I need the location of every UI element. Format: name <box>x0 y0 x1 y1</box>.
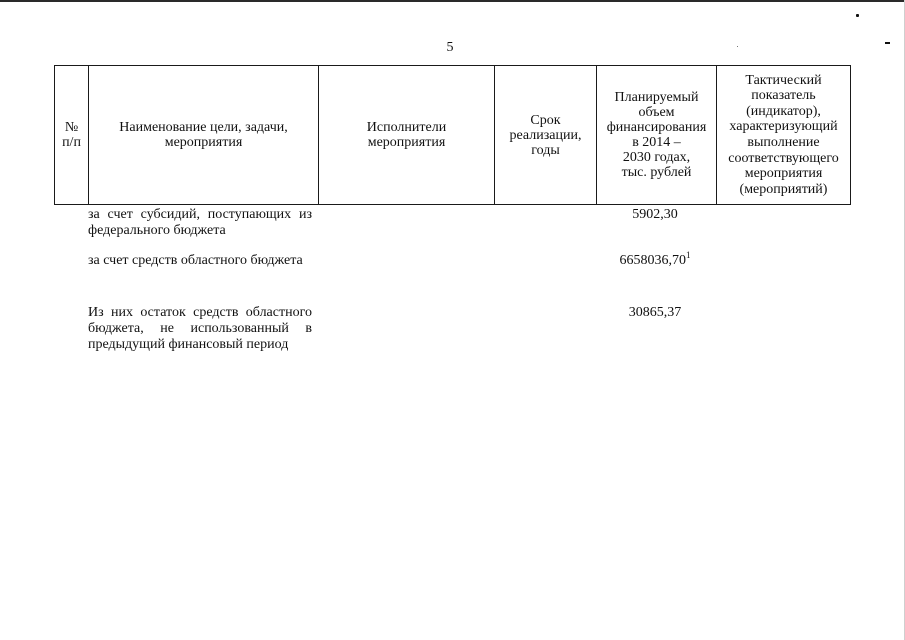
footnote-marker: 1 <box>686 250 691 260</box>
column-header-indicator: Тактический показатель (индикатор), характеризующий выполнение соответствующего мероприятия (мероприятий) <box>717 66 851 205</box>
column-header-name: Наименование цели, задачи, мероприятия <box>89 66 319 205</box>
column-header-executors: Исполнители мероприятия <box>319 66 495 205</box>
column-header-number: № п/п <box>55 66 89 205</box>
row-name: за счет средств областного бюджета <box>88 253 303 268</box>
column-header-term: Срок реализации, годы <box>495 66 597 205</box>
scan-speck <box>856 14 859 17</box>
scan-speck <box>885 42 890 44</box>
row-name: Из них остаток средств областного бюджета, не использованный в предыдущий финансовый период <box>88 305 312 352</box>
row-name: за счет субсидий, поступающих из федерального бюджета <box>88 207 312 238</box>
scan-speck <box>737 46 738 47</box>
row-amount: 6658036,70$^1$ <box>619 250 691 268</box>
row-amount: 30865,37 <box>628 305 682 320</box>
table-header <box>54 65 851 205</box>
page-number: 5 <box>446 40 454 55</box>
scan-top-edge <box>0 0 905 2</box>
row-amount: 5902,30 <box>632 207 678 222</box>
column-header-funding: Планируемый объем финансирования в 2014 – 2030 годах, тыс. рублей <box>597 66 717 205</box>
